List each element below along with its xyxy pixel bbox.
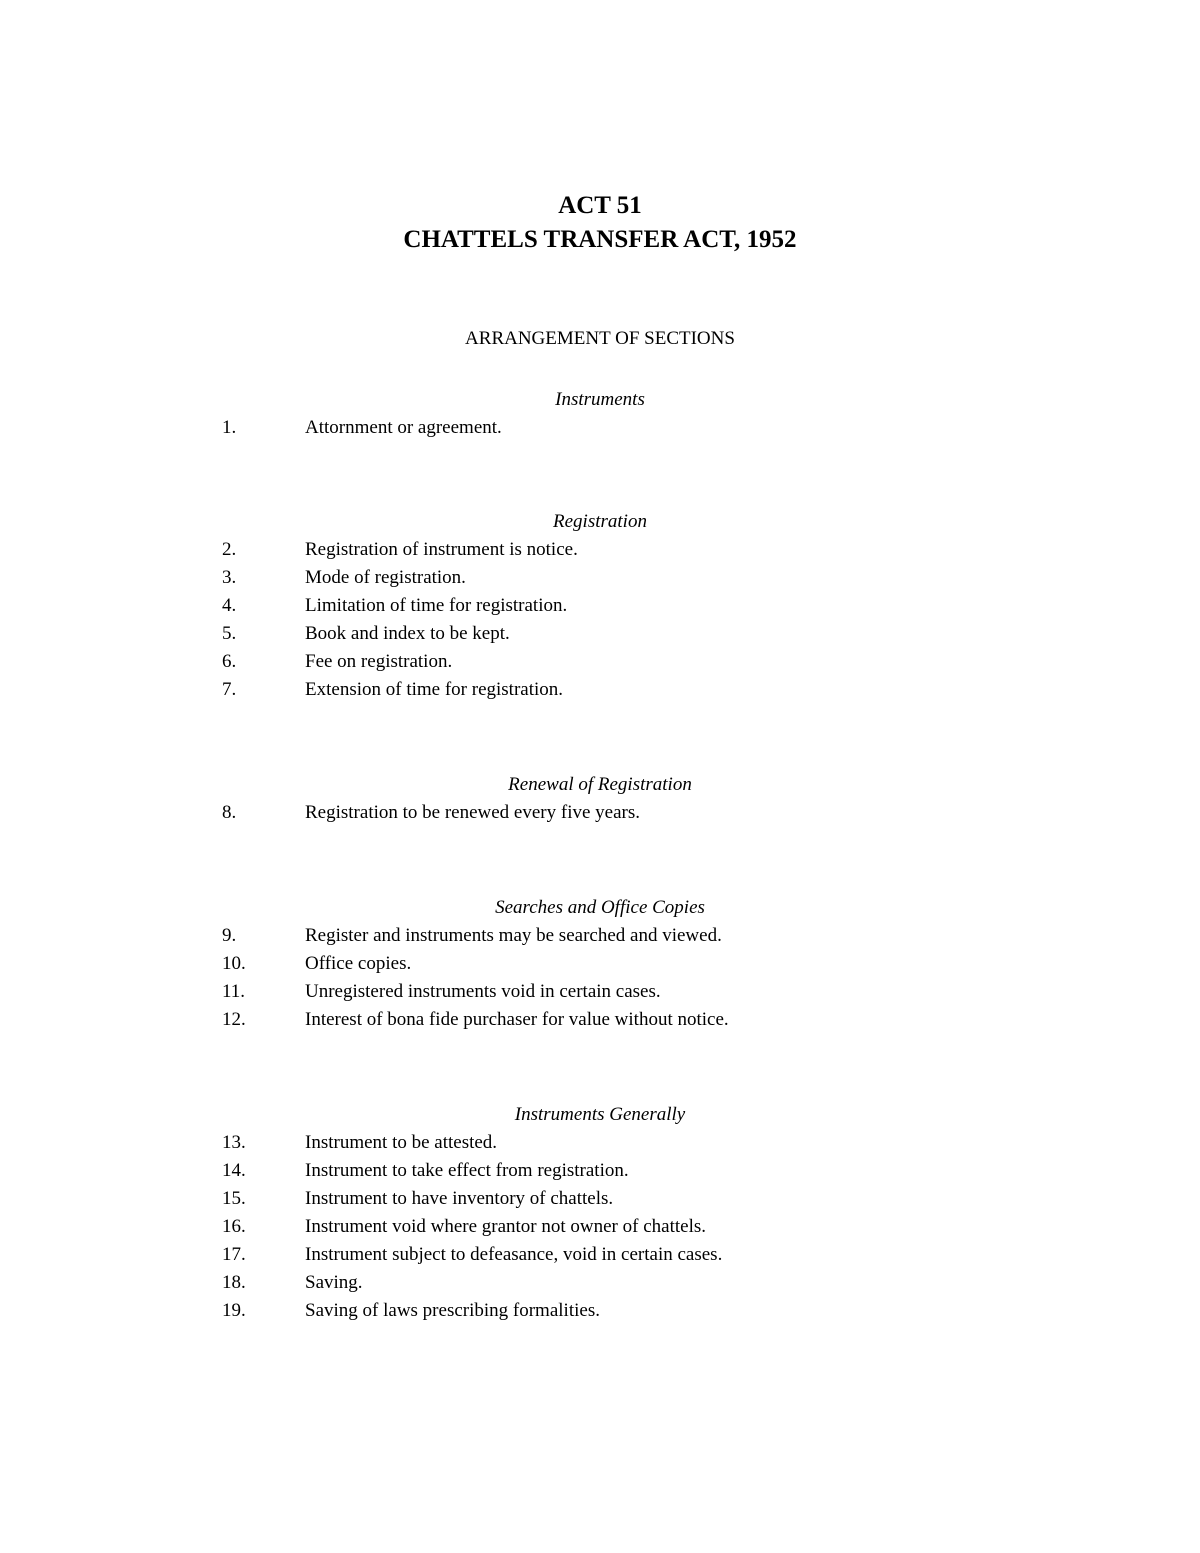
section-number: 11.	[222, 981, 246, 1002]
section-title: Instrument void where grantor not owner of chattels.	[305, 1216, 706, 1237]
section-title: Instrument to have inventory of chattels.	[305, 1188, 614, 1209]
section-title: Interest of bona fide purchaser for value without notice.	[305, 1009, 729, 1030]
section-entry	[0, 620, 1200, 648]
group-heading: Instruments	[555, 389, 645, 410]
section-title: Book and index to be kept.	[305, 623, 510, 644]
section-title: Registration of instrument is notice.	[305, 539, 578, 560]
section-number: 14.	[222, 1160, 246, 1181]
section-entry	[0, 1185, 1200, 1213]
section-number: 6.	[222, 651, 237, 672]
section-entry	[0, 536, 1200, 564]
section-entry	[0, 1006, 1200, 1034]
section-number: 18.	[222, 1272, 246, 1293]
section-title: Mode of registration.	[305, 567, 466, 588]
section-number: 1.	[222, 417, 237, 438]
group-heading: Renewal of Registration	[508, 774, 692, 795]
section-title: Office copies.	[305, 953, 412, 974]
act-title: CHATTELS TRANSFER ACT, 1952	[403, 226, 797, 253]
section-entry	[0, 950, 1200, 978]
section-number: 16.	[222, 1216, 246, 1237]
section-number: 12.	[222, 1009, 246, 1030]
section-number: 7.	[222, 679, 237, 700]
section-entry	[0, 1269, 1200, 1297]
section-number: 13.	[222, 1132, 246, 1153]
section-group	[0, 771, 1200, 827]
section-entry	[0, 1157, 1200, 1185]
section-number: 5.	[222, 623, 237, 644]
section-entry	[0, 1129, 1200, 1157]
section-title: Limitation of time for registration.	[305, 595, 568, 616]
section-entry	[0, 978, 1200, 1006]
section-title: Registration to be renewed every five years.	[305, 802, 641, 823]
section-number: 15.	[222, 1188, 246, 1209]
section-title: Saving.	[305, 1272, 363, 1293]
section-entry	[0, 1241, 1200, 1269]
section-title: Register and instruments may be searched and viewed.	[305, 925, 722, 946]
section-entry	[0, 1297, 1200, 1325]
section-number: 8.	[222, 802, 237, 823]
section-number: 19.	[222, 1300, 246, 1321]
section-title: Fee on registration.	[305, 651, 453, 672]
section-number: 17.	[222, 1244, 246, 1265]
section-group	[0, 386, 1200, 442]
section-title: Saving of laws prescribing formalities.	[305, 1300, 600, 1321]
section-group	[0, 508, 1200, 704]
section-number: 9.	[222, 925, 237, 946]
section-entry	[0, 799, 1200, 827]
section-number: 2.	[222, 539, 237, 560]
section-entry	[0, 1213, 1200, 1241]
section-title: Instrument to take effect from registration.	[305, 1160, 629, 1181]
section-number: 10.	[222, 953, 246, 974]
section-entry	[0, 564, 1200, 592]
group-heading: Instruments Generally	[514, 1104, 686, 1125]
section-title: Attornment or agreement.	[305, 417, 502, 438]
section-group	[0, 1101, 1200, 1325]
section-group	[0, 894, 1200, 1034]
section-number: 4.	[222, 595, 237, 616]
section-number: 3.	[222, 567, 237, 588]
section-title: Extension of time for registration.	[305, 679, 564, 700]
section-entry	[0, 676, 1200, 704]
section-entry	[0, 592, 1200, 620]
group-heading: Registration	[553, 511, 647, 532]
section-title: Instrument subject to defeasance, void in certain cases.	[305, 1244, 723, 1265]
group-heading: Searches and Office Copies	[495, 897, 705, 918]
section-entry	[0, 648, 1200, 676]
act-number: ACT 51	[558, 192, 642, 219]
arrangement-heading: ARRANGEMENT OF SECTIONS	[465, 328, 735, 349]
section-entry	[0, 922, 1200, 950]
section-entry	[0, 414, 1200, 442]
section-title: Instrument to be attested.	[305, 1132, 498, 1153]
section-title: Unregistered instruments void in certain cases.	[305, 981, 661, 1002]
